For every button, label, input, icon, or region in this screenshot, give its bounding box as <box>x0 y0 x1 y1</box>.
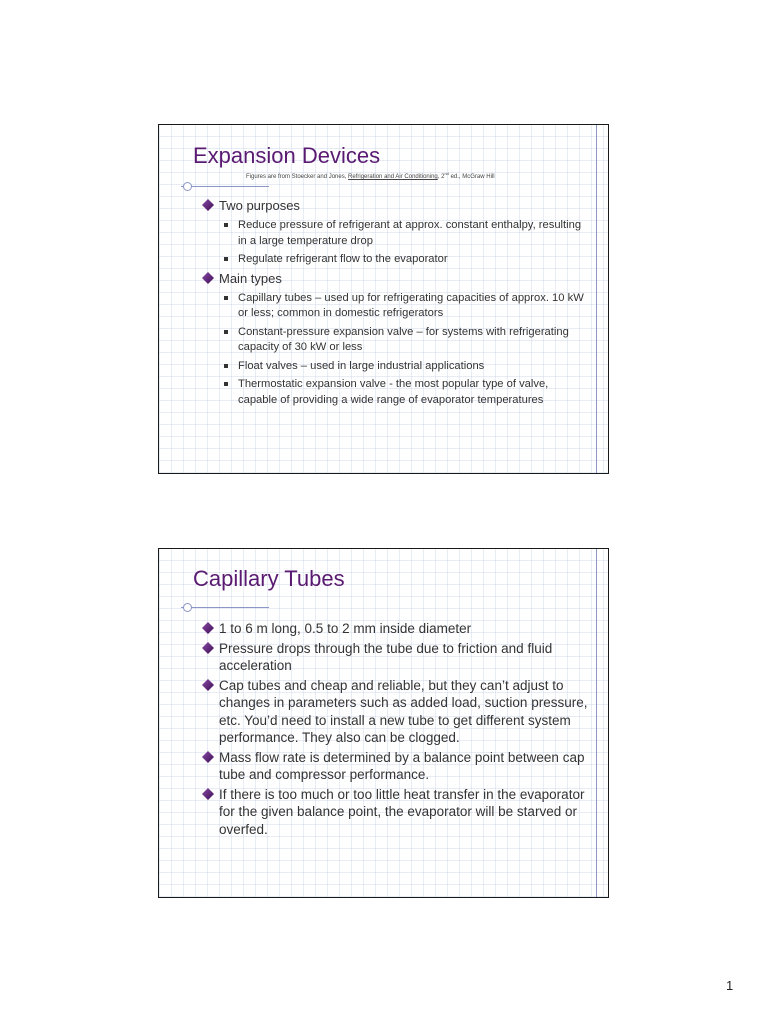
sub-bullet-item <box>201 291 590 322</box>
sub-bullet-text: Reduce pressure of refrigerant at approx. constant enthalpy, resulting in a large temperature drop <box>238 219 582 247</box>
source-suffix: ed., McGraw Hill <box>448 174 495 180</box>
slide-vertical-rule <box>596 549 597 897</box>
bullet-item <box>201 786 590 839</box>
source-edition-superscript: nd <box>444 171 449 176</box>
diamond-bullet-icon <box>201 198 215 212</box>
slide-capillary-tubes <box>158 548 609 898</box>
section-heading <box>201 270 590 288</box>
bullet-text: Mass flow rate is determined by a balance point between cap tube and compressor performance. <box>219 749 585 782</box>
sub-bullet-text: Regulate refrigerant flow to the evaporator <box>238 253 448 265</box>
diamond-bullet-icon <box>201 787 215 801</box>
figure-source-note <box>246 171 495 180</box>
bullet-text: 1 to 6 m long, 0.5 to 2 mm inside diameter <box>219 621 472 636</box>
bullet-item <box>201 677 590 747</box>
diamond-bullet-icon <box>201 641 215 655</box>
bullet-text: If there is too much or too little heat transfer in the evaporator for the given balance point, the evaporator will be starved or overfed. <box>219 786 585 837</box>
slide-title: Capillary Tubes <box>193 566 345 591</box>
source-prefix: Figures are from Stoecker and Jones, <box>246 174 349 180</box>
sub-bullet-text: Float valves – used in large industrial applications <box>238 359 485 372</box>
sub-bullet-item <box>201 325 590 356</box>
slide-expansion-devices <box>158 124 609 474</box>
circle-marker-icon <box>183 603 192 612</box>
bullet-item <box>201 640 590 675</box>
slide-content <box>201 620 590 838</box>
title-underline <box>181 607 269 608</box>
sub-bullet-text: Constant-pressure expansion valve – for systems with refrigerating capacity of 30 kW or less <box>238 325 569 353</box>
square-bullet-icon <box>224 364 228 368</box>
square-bullet-icon <box>224 330 228 334</box>
diamond-bullet-icon <box>201 750 215 764</box>
sub-bullet-item <box>201 252 590 268</box>
diamond-bullet-icon <box>201 621 215 635</box>
slide-vertical-rule <box>596 125 597 473</box>
sub-bullet-item <box>201 359 590 375</box>
bullet-text: Pressure drops through the tube due to friction and fluid acceleration <box>219 640 553 673</box>
section-heading <box>201 197 590 215</box>
slide-content <box>201 197 590 408</box>
bullet-text: Two purposes <box>219 198 300 213</box>
square-bullet-icon <box>224 257 228 261</box>
slide-title: Expansion Devices <box>193 143 381 168</box>
source-book-title: Refrigeration and Air Conditioning <box>348 174 438 180</box>
circle-marker-icon <box>183 182 192 191</box>
sub-bullet-item <box>201 377 590 408</box>
sub-bullet-text: Capillary tubes – used up for refrigerating capacities of approx. 10 kW or less; common in domestic refrigerators <box>238 291 584 319</box>
sub-bullet-text: Thermostatic expansion valve - the most popular type of valve, capable of providing a wide range of evaporator temperatures <box>238 378 549 406</box>
diamond-bullet-icon <box>201 678 215 692</box>
source-edition: , 2 <box>437 174 445 180</box>
bullet-item <box>201 620 590 638</box>
title-underline <box>181 186 269 187</box>
sub-bullet-item <box>201 218 590 249</box>
bullet-text: Cap tubes and cheap and reliable, but they can’t adjust to changes in parameters such as added load, suction pressure, etc. You’d need to install a new tube to get different system performance. They also can be clogged. <box>219 677 588 745</box>
square-bullet-icon <box>224 382 228 386</box>
square-bullet-icon <box>224 223 228 227</box>
square-bullet-icon <box>224 296 228 300</box>
page-number: 1 <box>726 978 734 993</box>
bullet-item <box>201 749 590 784</box>
diamond-bullet-icon <box>201 271 215 285</box>
bullet-text: Main types <box>219 270 282 286</box>
